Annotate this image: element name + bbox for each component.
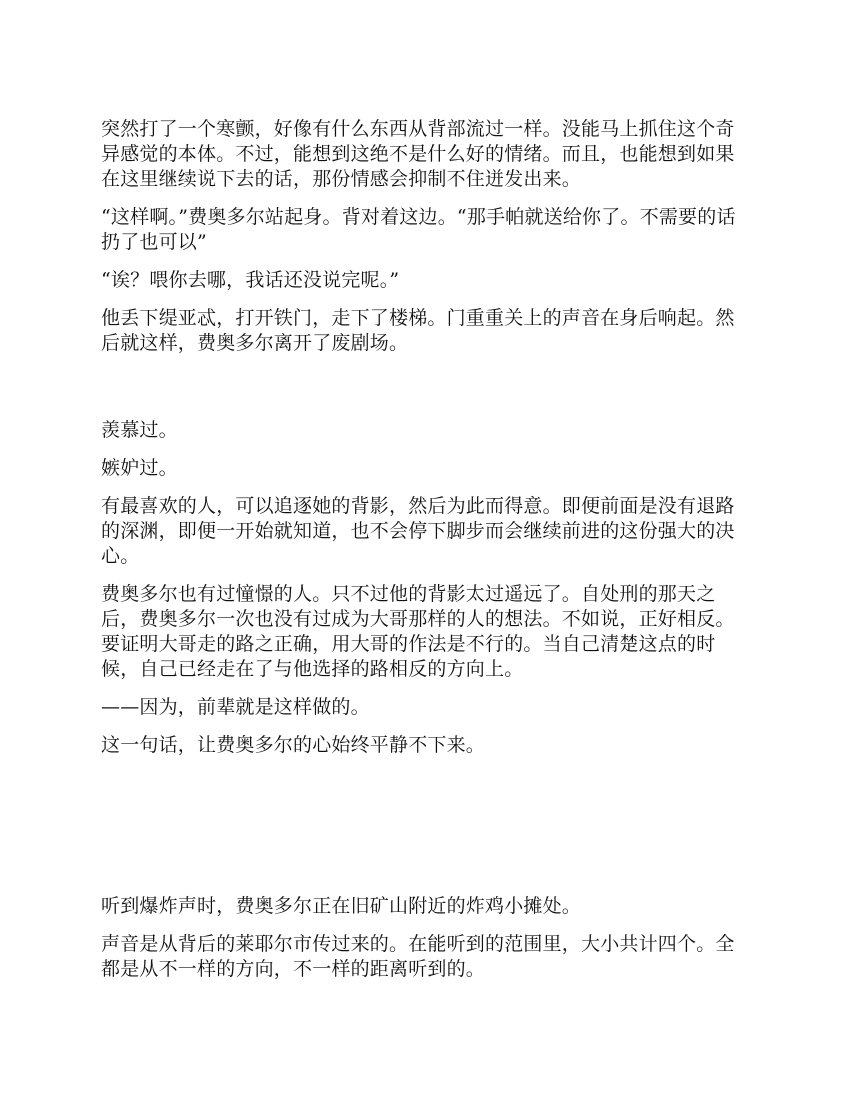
paragraph: 嫉妒过。 (101, 457, 178, 479)
paragraph: 有最喜欢的人，可以追逐她的背影，然后为此而得意。即便前面是没有退路的深渊，即便一开始就知道，也不会停下脚步而会继续前进的这份强大的决心。 (101, 495, 735, 567)
paragraph: 听到爆炸声时，费奥多尔正在旧矿山附近的炸鸡小摊处。 (101, 895, 582, 917)
text-section-1 (101, 117, 751, 369)
paragraph: 声音是从背后的莱耶尔市传过来的。在能听到的范围里，大小共计四个。全都是从不一样的方向，不一样的距离听到的。 (101, 933, 735, 980)
text-section-3 (101, 894, 751, 995)
paragraph: “这样啊。”费奥多尔站起身。背对着这边。“那手帕就送给你了。不需要的话扔了也可以” (101, 206, 736, 253)
paragraph: ——因为，前辈就是这样做的。 (101, 696, 370, 718)
paragraph: 他丢下缇亚忒，打开铁门，走下了楼梯。门重重关上的声音在身后响起。然后就这样，费奥多尔离开了废剧场。 (101, 307, 735, 354)
paragraph: “诶？喂你去哪，我话还没说完呢。” (101, 269, 400, 291)
paragraph: 羡慕过。 (101, 419, 178, 441)
text-section-2 (101, 418, 751, 771)
paragraph: 费奥多尔也有过憧憬的人。只不过他的背影太过遥远了。自处刑的那天之后，费奥多尔一次也没有过成为大哥那样的人的想法。不如说，正好相反。要证明大哥走的路之正确，用大哥的作法是不行的。当自己清楚这点的时候，自己已经走在了与他选择的路相反的方向上。 (101, 583, 735, 680)
paragraph: 这一句话，让费奥多尔的心始终平静不下来。 (101, 734, 486, 756)
paragraph: 突然打了一个寒颤，好像有什么东西从背部流过一样。没能马上抓住这个奇异感觉的本体。不过，能想到这绝不是什么好的情绪。而且，也能想到如果在这里继续说下去的话，那份情感会抑制不住迸发出来。 (101, 118, 735, 190)
